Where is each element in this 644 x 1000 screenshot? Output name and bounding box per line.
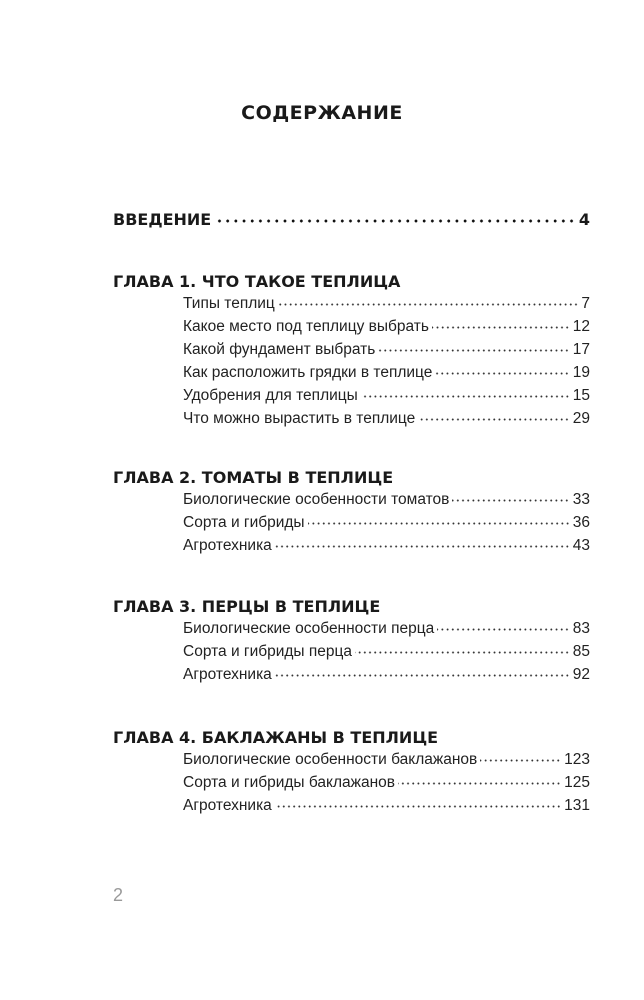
toc-chapter-1 bbox=[113, 272, 590, 433]
leader-dots bbox=[308, 522, 570, 525]
leader-dots bbox=[275, 805, 561, 808]
toc-entry[interactable] bbox=[183, 364, 590, 387]
toc-entry[interactable] bbox=[183, 751, 590, 774]
chapter-entries bbox=[183, 620, 590, 689]
page-title: СОДЕРЖАНИЕ bbox=[241, 102, 403, 124]
toc-entry-label: ВВЕДЕНИЕ bbox=[113, 210, 212, 229]
toc-entry-label: Как расположить грядки в теплице bbox=[183, 364, 433, 381]
leader-dots bbox=[275, 674, 570, 677]
toc-entry-label: Агротехника bbox=[183, 666, 272, 683]
chapter-heading[interactable]: ГЛАВА 2. ТОМАТЫ В ТЕПЛИЦЕ bbox=[113, 468, 394, 487]
toc-entry[interactable] bbox=[183, 410, 590, 433]
toc-entry[interactable] bbox=[183, 491, 590, 514]
leader-dots bbox=[452, 499, 569, 502]
toc-entry[interactable] bbox=[183, 295, 590, 318]
toc-intro-entry[interactable] bbox=[113, 210, 590, 229]
leader-dots bbox=[214, 219, 576, 223]
toc-entry-label: Какой фундамент выбрать bbox=[183, 341, 376, 358]
leader-dots bbox=[275, 545, 570, 548]
toc-entry[interactable] bbox=[183, 620, 590, 643]
toc-entry-label: Биологические особенности перца bbox=[183, 620, 435, 637]
toc-entry-page: 125 bbox=[564, 774, 590, 791]
toc-entry-page: 92 bbox=[572, 666, 590, 683]
toc-entry-label: Какое место под теплицу выбрать bbox=[183, 318, 429, 335]
toc-entry[interactable] bbox=[183, 318, 590, 341]
chapter-entries bbox=[183, 295, 590, 433]
toc-entry-page: 33 bbox=[572, 491, 590, 508]
toc-chapter-2 bbox=[113, 468, 590, 560]
toc-entry[interactable] bbox=[183, 774, 590, 797]
toc-entry-page: 15 bbox=[572, 387, 590, 404]
toc-chapter-3 bbox=[113, 597, 590, 689]
chapter-heading[interactable]: ГЛАВА 1. ЧТО ТАКОЕ ТЕПЛИЦА bbox=[113, 272, 401, 291]
chapter-heading[interactable]: ГЛАВА 4. БАКЛАЖАНЫ В ТЕПЛИЦЕ bbox=[113, 728, 439, 747]
leader-dots bbox=[432, 326, 570, 329]
leader-dots bbox=[480, 759, 561, 762]
toc-entry-page: 123 bbox=[564, 751, 590, 768]
leader-dots bbox=[378, 349, 569, 352]
toc-entry-label: Агротехника bbox=[183, 537, 272, 554]
chapter-heading[interactable]: ГЛАВА 3. ПЕРЦЫ В ТЕПЛИЦЕ bbox=[113, 597, 381, 616]
leader-dots bbox=[278, 303, 579, 306]
toc-entry-label: Что можно вырастить в теплице bbox=[183, 410, 416, 427]
toc-entry[interactable] bbox=[183, 666, 590, 689]
toc-entry[interactable] bbox=[183, 387, 590, 410]
toc-entry-label: Агротехника bbox=[183, 797, 272, 814]
toc-entry-page: 29 bbox=[572, 410, 590, 427]
toc-entry[interactable] bbox=[183, 537, 590, 560]
toc-entry-page: 19 bbox=[572, 364, 590, 381]
leader-dots bbox=[437, 628, 570, 631]
toc-entry-page: 12 bbox=[572, 318, 590, 335]
toc-entry-page: 36 bbox=[572, 514, 590, 531]
toc-entry-label: Сорта и гибриды bbox=[183, 514, 305, 531]
toc-entry[interactable] bbox=[183, 643, 590, 666]
toc-chapter-4 bbox=[113, 728, 590, 820]
toc-entry-label: Сорта и гибриды баклажанов bbox=[183, 774, 396, 791]
leader-dots bbox=[435, 372, 569, 375]
toc-entry-label: Биологические особенности томатов bbox=[183, 491, 450, 508]
toc-entry-label: Биологические особенности баклажанов bbox=[183, 751, 478, 768]
toc-entry-label: Удобрения для теплицы bbox=[183, 387, 358, 404]
leader-dots bbox=[355, 651, 570, 654]
toc-entry[interactable] bbox=[183, 341, 590, 364]
leader-dots bbox=[361, 395, 570, 398]
toc-entry-page: 17 bbox=[572, 341, 590, 358]
chapter-entries bbox=[183, 751, 590, 820]
toc-entry-page: 4 bbox=[578, 210, 590, 229]
toc-entry-label: Сорта и гибриды перца bbox=[183, 643, 353, 660]
leader-dots bbox=[418, 418, 569, 421]
toc-entry-page: 83 bbox=[572, 620, 590, 637]
toc-entry[interactable] bbox=[183, 514, 590, 537]
chapter-entries bbox=[183, 491, 590, 560]
toc-entry-page: 43 bbox=[572, 537, 590, 554]
toc-entry-label: Типы теплиц bbox=[183, 295, 275, 312]
page-number: 2 bbox=[113, 885, 124, 905]
leader-dots bbox=[398, 782, 561, 785]
toc-entry-page: 7 bbox=[581, 295, 590, 312]
toc-entry-page: 85 bbox=[572, 643, 590, 660]
toc-entry-page: 131 bbox=[564, 797, 590, 814]
toc-entry[interactable] bbox=[183, 797, 590, 820]
